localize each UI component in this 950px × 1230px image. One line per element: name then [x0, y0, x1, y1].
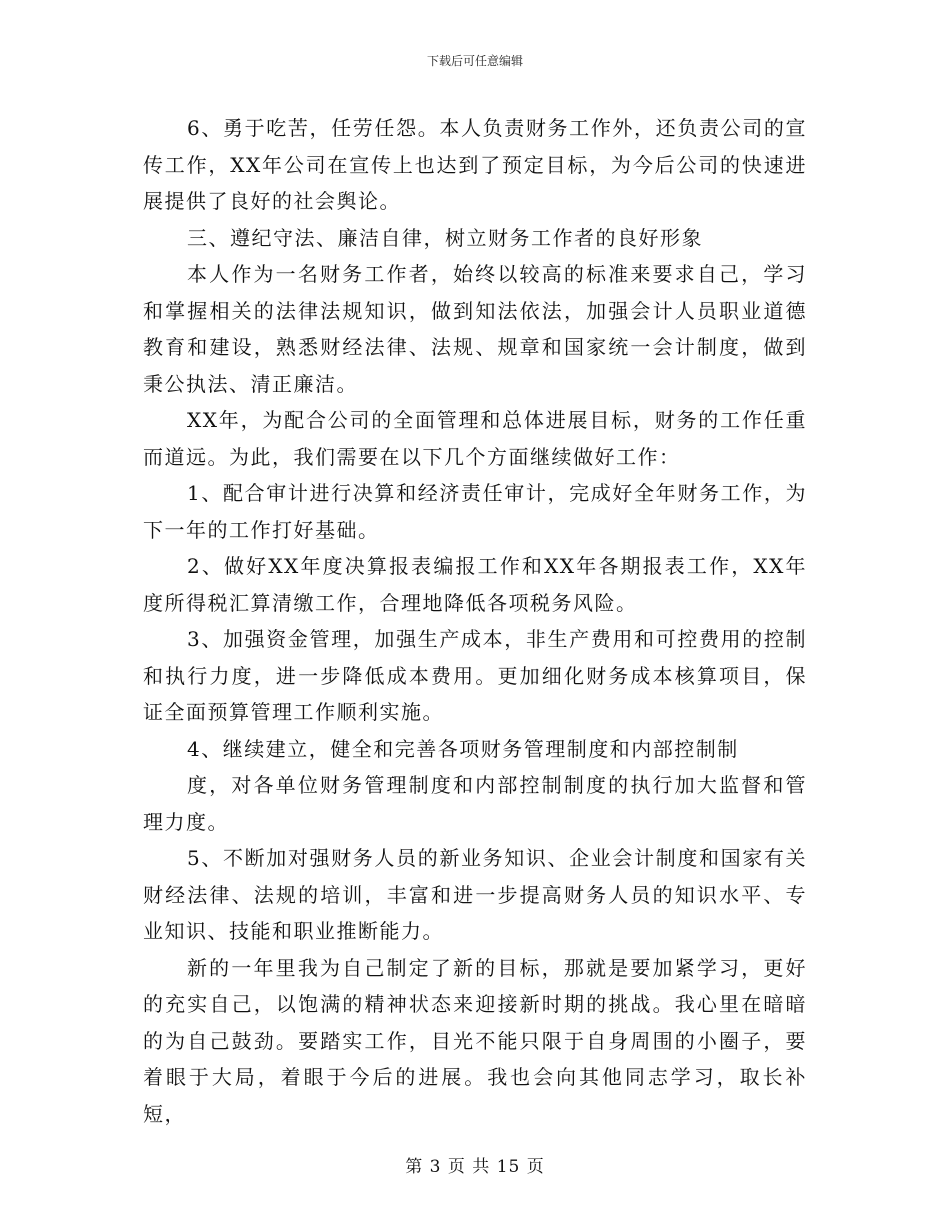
paragraph-task-3: 3、加强资金管理，加强生产成本，非生产费用和可控费用的控制和执行力度，进一步降低成本费用。更加细化财务成本核算项目，保证全面预算管理工作顺利实施。 [143, 627, 807, 724]
paragraph-self-discipline: 本人作为一名财务工作者，始终以较高的标准来要求自己，学习和掌握相关的法律法规知识，做到知法依法，加强会计人员职业道德教育和建设，熟悉财经法律、法规、规章和国家统一会计制度，做到秉公执法、清正廉洁。 [143, 262, 807, 396]
paragraph-item-6: 6、勇于吃苦，任劳任怨。本人负责财务工作外，还负责公司的宣传工作，XX年公司在宣传上也达到了预定目标，为今后公司的快速进展提供了良好的社会舆论。 [143, 116, 807, 213]
page-header: 下载后可任意编辑 [426, 54, 523, 68]
paragraph-task-1: 1、配合审计进行决算和经济责任审计，完成好全年财务工作，为下一年的工作打好基础。 [143, 481, 807, 542]
paragraph-task-5: 5、不断加对强财务人员的新业务知识、企业会计制度和国家有关财经法律、法规的培训，丰富和进一步提高财务人员的知识水平、专业知识、技能和职业推断能力。 [143, 846, 807, 943]
page-footer: 第 3 页 共 15 页 [405, 1157, 545, 1177]
paragraph-task-4: 4、继续建立，健全和完善各项财务管理制度和内部控制制 [187, 736, 739, 761]
paragraph-new-year: 新的一年里我为自己制定了新的目标，那就是要加紧学习，更好的充实自己，以饱满的精神状态来迎接新时期的挑战。我心里在暗暗的为自己鼓劲。要踏实工作，目光不能只限于自身周围的小圈子，要着眼于大局，着眼于今后的进展。我也会向其他同志学习，取长补短， [143, 955, 807, 1126]
document-body [143, 110, 807, 1132]
paragraph-year-goals: XX年，为配合公司的全面管理和总体进展目标，财务的工作任重而道远。为此，我们需要在以下几个方面继续做好工作： [143, 408, 807, 469]
paragraph-task-2: 2、做好XX年度决算报表编报工作和XX年各期报表工作，XX年度所得税汇算清缴工作，合理地降低各项税务风险。 [143, 554, 807, 615]
paragraph-task-4-continued: 度，对各单位财务管理制度和内部控制制度的执行加大监督和管理力度。 [143, 773, 807, 834]
section-heading-3: 三、遵纪守法、廉洁自律，树立财务工作者的良好形象 [187, 225, 703, 250]
